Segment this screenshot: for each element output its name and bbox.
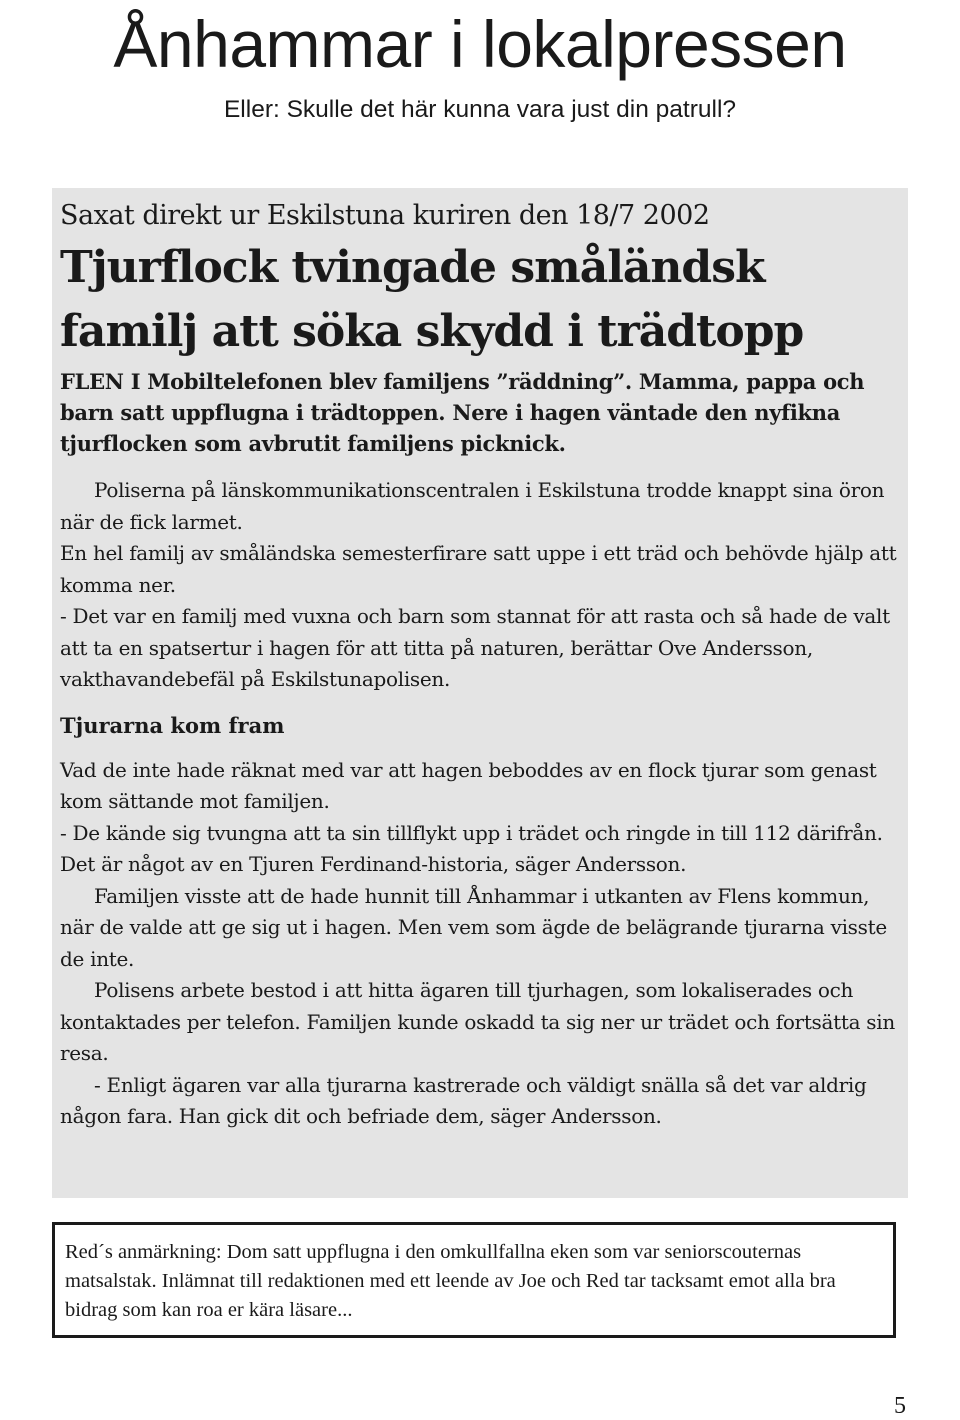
clipping-source: Saxat direkt ur Eskilstuna kuriren den 18/7 2002 bbox=[60, 200, 710, 231]
article-headline: Tjurflock tvingade småländsk familj att söka skydd i trädtopp bbox=[60, 242, 804, 357]
article-lead: FLEN I Mobiltelefonen blev familjens ”räddning”. Mamma, pappa och barn satt uppflugna i trädtoppen. Nere i hagen väntade den nyfikna tjurflocken som avbrutit familjens picknick. bbox=[60, 369, 865, 456]
article-paragraph: - De kände sig tvungna att ta sin tillflykt upp i trädet och ringde in till 112 därifrån. Det är något av en Tjuren Ferdinand-historia, säger Andersson. bbox=[60, 820, 883, 876]
article-paragraph: Familjen visste att de hade hunnit till Ånhammar i utkanten av Flens kommun, när de valde att ge sig ut i hagen. Men vem som ägde de belägrande tjurarna visste de inte. bbox=[60, 883, 887, 971]
newspaper-clipping bbox=[52, 188, 908, 1198]
article-paragraph: - Enligt ägaren var alla tjurarna kastrerade och väldigt snälla så det var aldrig någon fara. Han gick dit och befriade dem, säger Andersson. bbox=[60, 1072, 867, 1128]
page-number: 5 bbox=[894, 1393, 906, 1419]
article-paragraph: Vad de inte hade räknat med var att hagen beboddes av en flock tjurar som genast kom sättande mot familjen. bbox=[60, 757, 877, 813]
page-subtitle: Eller: Skulle det här kunna vara just din patrull? bbox=[223, 96, 737, 123]
article-paragraph: Poliserna på länskommunikationscentralen i Eskilstuna trodde knappt sina öron när de fick larmet. bbox=[60, 478, 885, 534]
clipping-content bbox=[60, 196, 902, 1133]
article-subheading: Tjurarna kom fram bbox=[60, 712, 285, 738]
editor-note-box bbox=[52, 1222, 896, 1338]
editor-note-text: Red´s anmärkning: Dom satt uppflugna i den omkullfallna eken som var seniorscouternas matsalstak. Inlämnat till redaktionen med ett leende av Joe och Red tar tacksamt emot alla bra bidrag som kan roa er kära läsare... bbox=[65, 1241, 836, 1321]
article-paragraph: - Det var en familj med vuxna och barn som stannat för att rasta och så hade de valt att ta en spatsertur i hagen för att titta på naturen, berättar Ove Andersson, vakthavandebefäl på Eskilstunapolisen. bbox=[60, 604, 890, 691]
page-title: Ånhammar i lokalpressen bbox=[113, 7, 847, 81]
article-paragraph: En hel familj av småländska semesterfirare satt uppe i ett träd och behövde hjälp att komma ner. bbox=[60, 541, 897, 597]
article-paragraph: Polisens arbete bestod i att hitta ägaren till tjurhagen, som lokaliserades och kontaktades per telefon. Familjen kunde oskadd ta sig ner ur trädet och fortsätta sin resa. bbox=[60, 978, 895, 1065]
